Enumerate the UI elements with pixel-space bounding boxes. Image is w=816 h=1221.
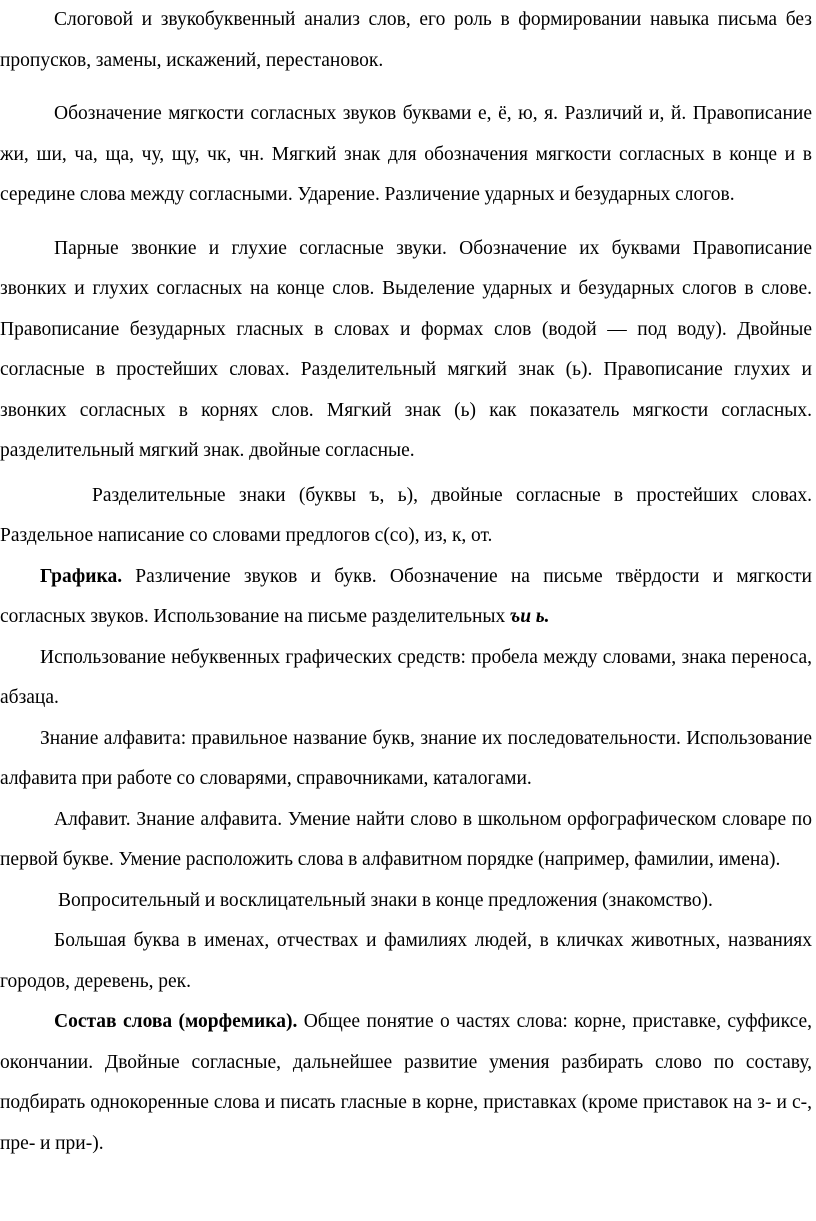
paragraph-paired-consonants: Парные звонкие и глухие согласные звуки. Обозначение их буквами Правописание звонких и глухих согласных на конце слов. Выделение ударных и безударных слогов в слове. Правописание безударных гласных в словах и формах слов (водой — под воду). Двойные согласные в простейших словах. Разделительный мягкий знак (ь). Правописание глухих и звонких согласных в корнях слов. Мягкий знак (ь) как показатель мягкости согласных. разделительный мягкий знак. двойные согласные. [0,237,812,461]
paragraph-punctuation: Вопросительный и восклицательный знаки в конце предложения (знакомство). [58,889,713,911]
morphemics-heading: Состав слова (морфемика). [54,1011,298,1032]
paragraph-alphabet-knowledge: Знание алфавита: правильное название букв, знание их последовательности. Использование алфавита при работе со словарями, справочниками, каталогами. [0,727,812,789]
paragraph-capital-letters: Большая буква в именах, отчествах и фамилиях людей, в кличках животных, названиях городов, деревень, рек. [0,930,812,992]
graphics-text: Различение звуков и букв. Обозначение на письме твёрдости и мягкости согласных звуков. Использование на письме разделительных [0,565,812,627]
paragraph-consonant-softness: Обозначение мягкости согласных звуков буквами е, ё, ю, я. Различий и, й. Правописание жи, ши, ча, ща, чу, щу, чк, чн. Мягкий знак для обозначения мягкости согласных в конце и в середине слова между согласными. Ударение. Различение ударных и безударных слогов. [0,103,812,205]
graphics-heading: Графика. [40,565,123,587]
paragraph-syllable-analysis: Слоговой и звукобуквенный анализ слов, его роль в формировании навыка письма без пропусков, замены, искажений, перестановок. [0,9,812,71]
paragraph-alphabet-dictionary: Алфавит. Знание алфавита. Умение найти слово в школьном орфографическом словаре по первой букве. Умение расположить слова в алфавитном порядке (например, фамилии, имена). [0,808,812,870]
morphemics-text: Общее понятие о частях слова: корне, приставке, суффиксе, окончании. Двойные согласные, дальнейшее развитие умения разбирать слово по составу, подбирать однокоренные слова и писать гласные в корне, приставках (кроме приставок на з- и с-, пре- и при-). [0,1011,812,1154]
paragraph-morphemics [0,1002,812,1164]
paragraph-nonletter-graphics: Использование небуквенных графических средств: пробела между словами, знака переноса, абзаца. [0,646,812,708]
paragraph-graphics [0,557,812,638]
graphics-letters: ъи ь. [509,606,550,627]
paragraph-separating-signs: Разделительные знаки (буквы ъ, ь), двойные согласные в простейших словах. Раздельное написание со словами предлогов с(со), из, к, от. [0,484,812,546]
